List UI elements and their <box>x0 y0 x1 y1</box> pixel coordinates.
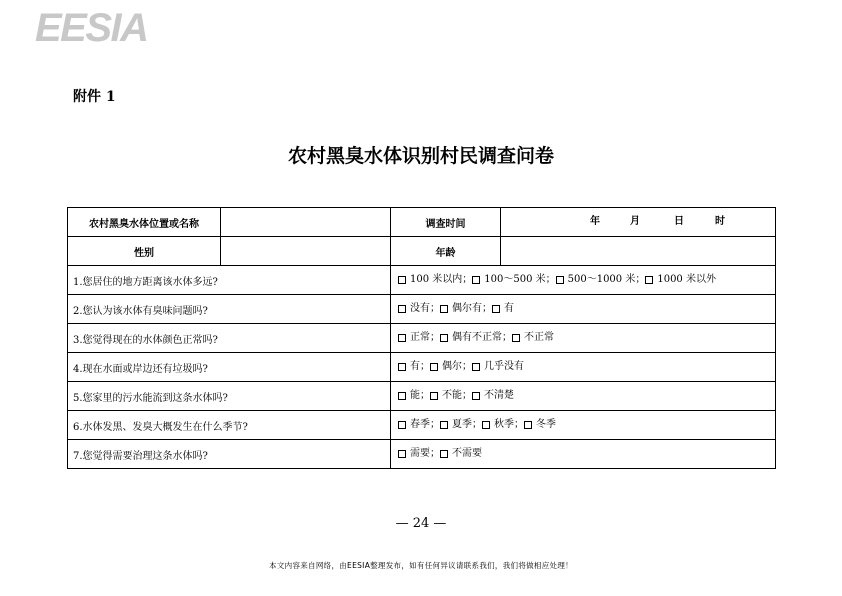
answer-option <box>472 389 514 403</box>
month-label: 月 <box>630 216 640 227</box>
option-separator: ； <box>462 361 472 372</box>
question-text: 4.现在水面或岸边还有垃圾吗? <box>68 353 391 382</box>
page-number: — 24 — <box>395 516 447 531</box>
option-label: 有 <box>504 303 514 314</box>
answer-option <box>398 447 430 461</box>
option-separator: ； <box>420 361 430 372</box>
answer-option <box>472 273 545 287</box>
checkbox-icon <box>492 305 500 313</box>
checkbox-icon <box>398 450 406 458</box>
survey-time-field <box>501 208 776 237</box>
option-label: 需要 <box>410 448 430 459</box>
answer-option <box>440 418 472 432</box>
header-row-gender-age <box>68 237 776 266</box>
checkbox-icon <box>472 392 480 400</box>
question-row-2 <box>68 295 776 324</box>
date-units <box>501 215 775 229</box>
answer-option <box>472 360 524 374</box>
option-separator: ； <box>430 303 440 314</box>
checkbox-icon <box>524 421 532 429</box>
answer-options <box>391 360 775 374</box>
answer-options <box>391 447 775 461</box>
option-separator: ； <box>502 332 512 343</box>
answer-option <box>398 302 430 316</box>
option-separator: ； <box>420 390 430 401</box>
option-label: 能 <box>410 390 420 401</box>
option-separator: ； <box>472 419 482 430</box>
option-label: 1000 米以外 <box>657 274 716 285</box>
hour-label: 时 <box>715 216 725 227</box>
checkbox-icon <box>398 421 406 429</box>
option-label: 不清楚 <box>484 390 514 401</box>
option-separator: ； <box>462 274 473 285</box>
answer-option <box>512 331 554 345</box>
checkbox-icon <box>398 305 406 313</box>
option-label: 有 <box>410 361 420 372</box>
question-text: 6.水体发黑、发臭大概发生在什么季节? <box>68 411 391 440</box>
option-label: 偶尔 <box>442 361 462 372</box>
gender-label: 性别 <box>68 237 221 266</box>
answer-options-cell <box>391 382 776 411</box>
answer-option <box>430 360 462 374</box>
answer-options-cell <box>391 266 776 295</box>
checkbox-icon <box>430 363 438 371</box>
answer-option <box>398 331 430 345</box>
option-separator: ； <box>430 332 440 343</box>
checkbox-icon <box>398 392 406 400</box>
option-label: 不正常 <box>524 332 554 343</box>
question-row-5 <box>68 382 776 411</box>
answer-option <box>482 418 514 432</box>
answer-option <box>524 418 556 432</box>
answer-option <box>440 447 482 461</box>
eesia-logo: EESIA <box>35 6 148 50</box>
answer-option <box>398 418 430 432</box>
age-field <box>501 237 776 266</box>
option-label: 秋季 <box>494 419 514 430</box>
question-row-7 <box>68 440 776 469</box>
option-label: 冬季 <box>536 419 556 430</box>
checkbox-icon <box>440 421 448 429</box>
footer-notice: 本文内容来自网络，由EESIA整理发布，如有任何异议请联系我们，我们将做相应处理！ <box>269 561 573 570</box>
answer-options-cell <box>391 411 776 440</box>
checkbox-icon <box>482 421 490 429</box>
location-name-label: 农村黑臭水体位置或名称 <box>68 208 221 237</box>
checkbox-icon <box>398 276 406 284</box>
option-label: 不能 <box>442 390 462 401</box>
answer-option <box>398 360 420 374</box>
answer-option <box>440 331 502 345</box>
checkbox-icon <box>440 334 448 342</box>
attachment-label: 附件 1 <box>73 89 116 105</box>
question-text: 3.您觉得现在的水体颜色正常吗? <box>68 324 391 353</box>
survey-time-label: 调查时间 <box>391 208 501 237</box>
option-label: 100 米以内 <box>410 274 463 285</box>
header-row-location-time <box>68 208 776 237</box>
option-label: 夏季 <box>452 419 472 430</box>
checkbox-icon <box>472 363 480 371</box>
answer-option <box>430 389 462 403</box>
answer-options <box>391 418 775 432</box>
answer-options <box>391 273 775 287</box>
answer-options <box>391 302 775 316</box>
option-label: 500～1000 米 <box>567 274 636 285</box>
gender-field <box>221 237 391 266</box>
question-text: 2.您认为该水体有臭味问题吗? <box>68 295 391 324</box>
answer-options <box>391 331 775 345</box>
question-row-4 <box>68 353 776 382</box>
option-separator: ； <box>462 390 472 401</box>
year-label: 年 <box>590 216 600 227</box>
checkbox-icon <box>472 276 480 284</box>
document-title: 农村黑臭水体识别村民调查问卷 <box>287 145 554 167</box>
checkbox-icon <box>512 334 520 342</box>
option-label: 偶尔有 <box>452 303 482 314</box>
answer-options-cell <box>391 324 776 353</box>
question-text: 7.您觉得需要治理这条水体吗? <box>68 440 391 469</box>
checkbox-icon <box>440 450 448 458</box>
option-label: 不需要 <box>452 448 482 459</box>
option-separator: ； <box>545 274 556 285</box>
answer-options-cell <box>391 295 776 324</box>
answer-option <box>556 273 636 287</box>
option-separator: ； <box>635 274 646 285</box>
answer-options <box>391 389 775 403</box>
checkbox-icon <box>398 334 406 342</box>
answer-options-cell <box>391 440 776 469</box>
checkbox-icon <box>430 392 438 400</box>
option-label: 100～500 米 <box>484 274 546 285</box>
checkbox-icon <box>645 276 653 284</box>
checkbox-icon <box>440 305 448 313</box>
question-row-1 <box>68 266 776 295</box>
answer-option <box>398 273 462 287</box>
option-label: 偶有不正常 <box>452 332 502 343</box>
option-separator: ； <box>430 448 440 459</box>
answer-option <box>440 302 482 316</box>
answer-option <box>398 389 420 403</box>
question-row-3 <box>68 324 776 353</box>
question-text: 1.您居住的地方距离该水体多远? <box>68 266 391 295</box>
option-separator: ； <box>482 303 492 314</box>
option-label: 正常 <box>410 332 430 343</box>
option-separator: ； <box>430 419 440 430</box>
option-separator: ； <box>514 419 524 430</box>
checkbox-icon <box>398 363 406 371</box>
age-label: 年龄 <box>391 237 501 266</box>
checkbox-icon <box>556 276 564 284</box>
question-row-6 <box>68 411 776 440</box>
answer-option <box>492 302 514 316</box>
answer-options-cell <box>391 353 776 382</box>
option-label: 几乎没有 <box>484 361 524 372</box>
location-name-field <box>221 208 391 237</box>
day-label: 日 <box>674 216 684 227</box>
question-text: 5.您家里的污水能流到这条水体吗? <box>68 382 391 411</box>
survey-table <box>67 207 776 469</box>
option-label: 没有 <box>410 303 430 314</box>
answer-option <box>645 273 716 287</box>
option-label: 春季 <box>410 419 430 430</box>
